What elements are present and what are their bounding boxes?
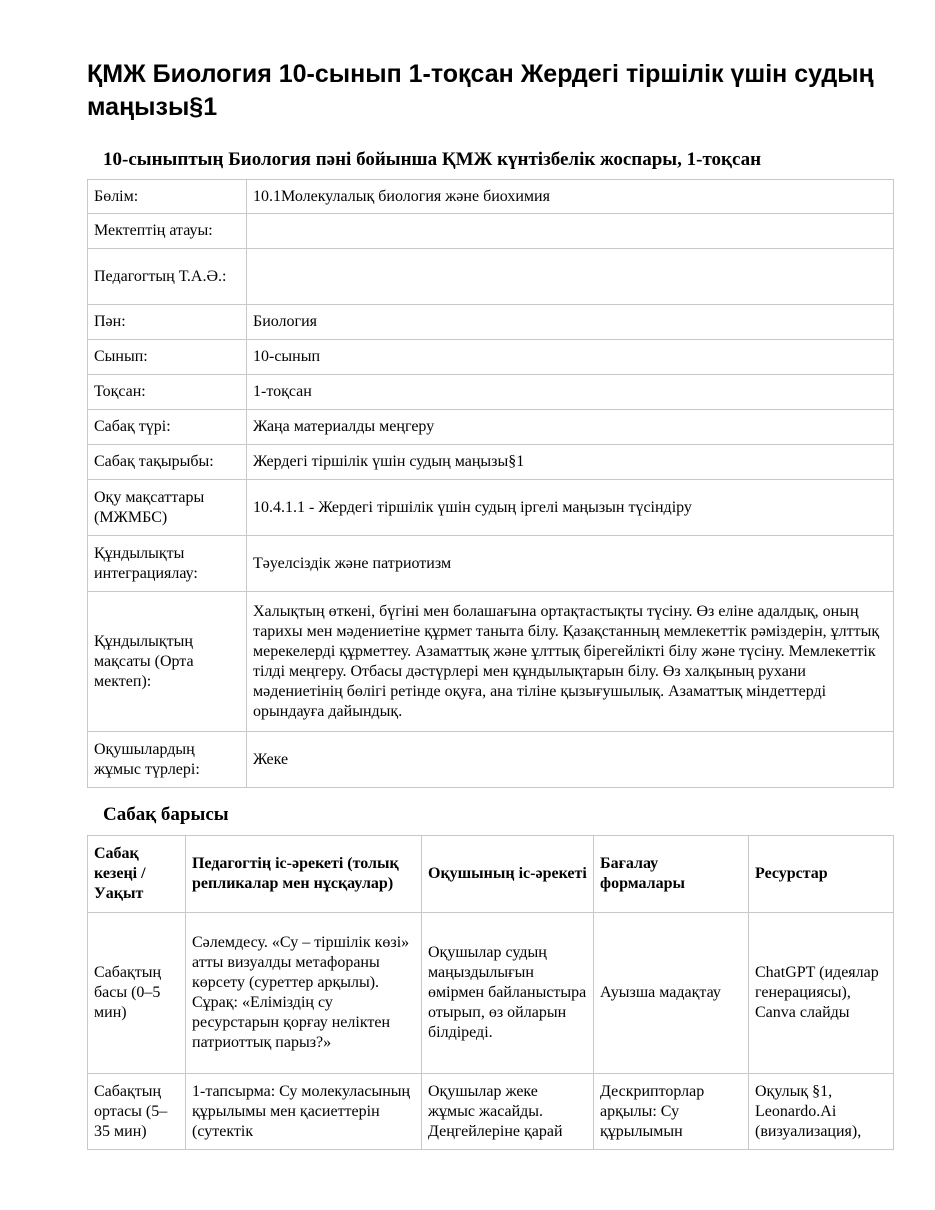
- table-row: [88, 592, 894, 732]
- table-header-row: [88, 836, 894, 913]
- lesson-flow-table: [87, 835, 894, 1150]
- row-value: Халықтың өткені, бүгіні мен болашағына ортақтастықты түсіну. Өз еліне адалдық, оның тарихы мен мәдениетіне құрмет таныта білу. Қазақстанның мемлекеттік рәміздерін, ұлттық мерекелерді құрметтеу. Азаматтық және ұлттық бірегейлікті білу және түсіну. Мемлекеттік тілді меңгеру. Отбасы дәстүрлері мен құндылықтарын білу. Өз халқының рухани мәдениетінің бөлігі ретінде оқуға, ана тіліне қызығушылық. Азаматтық міндеттерді орындауға дайындық.: [247, 592, 894, 732]
- row-value: Биология: [247, 305, 894, 340]
- table-row: [88, 305, 894, 340]
- row-label: Сынып:: [88, 340, 247, 375]
- row-label: Мектептің атауы:: [88, 214, 247, 249]
- table-row: [88, 375, 894, 410]
- column-header-teacher: Педагогтің іс-әрекеті (толық репликалар мен нұсқаулар): [186, 836, 422, 913]
- table-row: [88, 913, 894, 1074]
- row-value: Жеке: [247, 732, 894, 788]
- row-value: 1-тоқсан: [247, 375, 894, 410]
- lesson-heading: Сабақ барысы: [103, 804, 229, 825]
- column-header-assessment: Бағалау формалары: [594, 836, 749, 913]
- teacher-cell: Сәлемдесу. «Су – тіршілік көзі» атты визуалды метафораны көрсету (суреттер арқылы). Сұрақ: «Еліміздің су ресурстарын қорғау неліктен патриоттық парыз?»: [186, 913, 422, 1074]
- document-title: ҚМЖ Биология 10-сынып 1-тоқсан Жердегі тіршілік үшін судың маңызы§1: [87, 60, 874, 121]
- column-header-resources: Ресурстар: [749, 836, 894, 913]
- row-value: 10.4.1.1 - Жердегі тіршілік үшін судың іргелі маңызын түсіндіру: [247, 480, 894, 536]
- row-value: Жаңа материалды меңгеру: [247, 410, 894, 445]
- table-row: [88, 340, 894, 375]
- row-value: 10.1Молекулалық биология және биохимия: [247, 180, 894, 214]
- row-label: Бөлім:: [88, 180, 247, 214]
- row-label: Пән:: [88, 305, 247, 340]
- table-row: [88, 480, 894, 536]
- student-cell: Оқушылар жеке жұмыс жасайды. Деңгейлеріне қарай: [422, 1074, 594, 1150]
- assessment-cell: Ауызша мадақтау: [594, 913, 749, 1074]
- table-row: [88, 445, 894, 480]
- row-value: [247, 249, 894, 305]
- table-row: [88, 180, 894, 214]
- table-row: [88, 214, 894, 249]
- plan-info-table: [87, 179, 894, 788]
- row-label: Педагогтың Т.А.Ә.:: [88, 249, 247, 305]
- resources-cell: Оқулық §1, Leonardo.Ai (визуализация),: [749, 1074, 894, 1150]
- table-row: [88, 732, 894, 788]
- stage-cell: Сабақтың ортасы (5–35 мин): [88, 1074, 186, 1150]
- row-value: Тәуелсіздік және патриотизм: [247, 536, 894, 592]
- table-row: [88, 249, 894, 305]
- table-row: [88, 536, 894, 592]
- column-header-stage: Сабақ кезеңі / Уақыт: [88, 836, 186, 913]
- row-label: Сабақ түрі:: [88, 410, 247, 445]
- row-label: Оқу мақсаттары (МЖМБС): [88, 480, 247, 536]
- row-label: Құндылықты интеграциялау:: [88, 536, 247, 592]
- plan-heading: 10-сыныптың Биология пәні бойынша ҚМЖ күнтізбелік жоспары, 1-тоқсан: [103, 149, 762, 170]
- row-label: Құндылықтың мақсаты (Орта мектеп):: [88, 592, 247, 732]
- row-label: Тоқсан:: [88, 375, 247, 410]
- teacher-cell: 1-тапсырма: Су молекуласының құрылымы мен қасиеттерін (сутектік: [186, 1074, 422, 1150]
- row-label: Оқушылардың жұмыс түрлері:: [88, 732, 247, 788]
- row-value: 10-сынып: [247, 340, 894, 375]
- table-row: [88, 1074, 894, 1150]
- row-value: Жердегі тіршілік үшін судың маңызы§1: [247, 445, 894, 480]
- table-row: [88, 410, 894, 445]
- stage-cell: Сабақтың басы (0–5 мин): [88, 913, 186, 1074]
- resources-cell: ChatGPT (идеялар генерациясы), Canva слайды: [749, 913, 894, 1074]
- student-cell: Оқушылар судың маңыздылығын өмірмен байланыстыра отырып, өз ойларын білдіреді.: [422, 913, 594, 1074]
- assessment-cell: Дескрипторлар арқылы: Су құрылымын: [594, 1074, 749, 1150]
- column-header-student: Оқушының іс-әрекеті: [422, 836, 594, 913]
- row-value: [247, 214, 894, 249]
- row-label: Сабақ тақырыбы:: [88, 445, 247, 480]
